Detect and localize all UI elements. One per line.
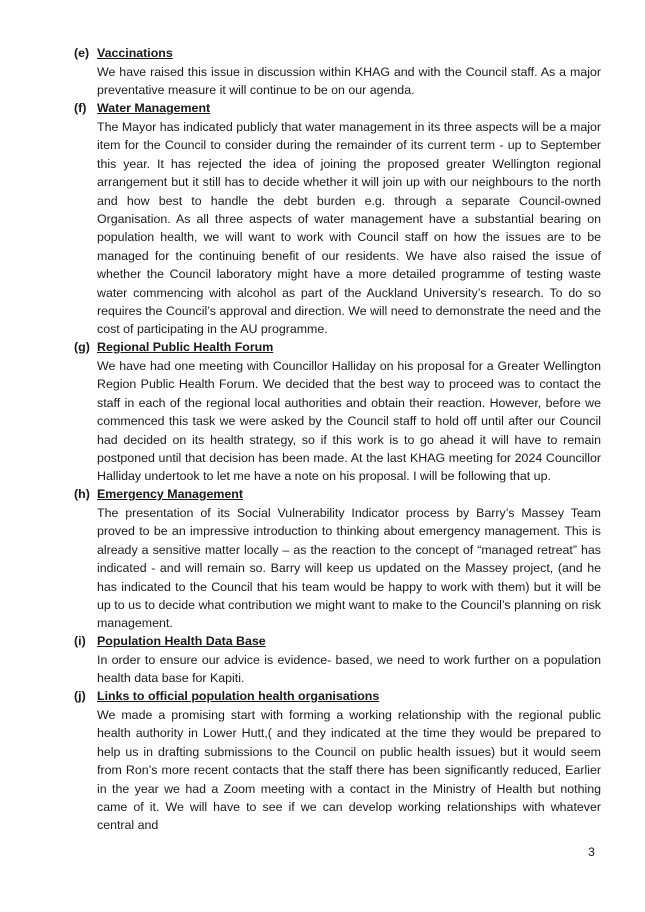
section-body: The Mayor has indicated publicly that water management in its three aspects will be a major item for the Council to consider during the remainder of its current term - up to September this year. It has rejected the idea of joining the proposed greater Wellington regional arrangement but it still has to decide whether it will join up with our neighbours to the north and how best to handle the debt burden e.g. through a separate Council-owned Organisation. As all three aspects of water management have a substantial bearing on population health, we will want to work with Council staff on how the issues are to be managed for the continuing benefit of our residents. We have also raised the issue of whether the Council laboratory might have a more detailed programme of testing waste water commencing with alcohol as part of the Auckland University’s research. To do so requires the Council’s approval and direction. We will need to demonstrate the need and the cost of participating in the AU programme. — [97, 120, 601, 337]
section-title: Regional Public Health Forum — [97, 340, 274, 354]
section-heading — [74, 44, 604, 63]
section-emergency-management — [74, 485, 604, 633]
section-title: Links to official population health organisations — [97, 689, 380, 703]
section-label: (e) — [74, 46, 90, 60]
section-body: We have had one meeting with Councillor Halliday on his proposal for a Greater Wellington Region Public Health Forum. We decided that the best way to proceed was to contact the staff in each of the regional local authorities and obtain their reaction. However, before we commenced this task we were asked by the Council staff to hold off until after our Council had decided on its health strategy, so if this work is to go ahead it will have to remain postponed until that decision has been made. At the last KHAG meeting for 2024 Councillor Halliday undertook to let me have a note on his proposal. I will be following that up. — [97, 359, 601, 484]
section-population-health-data-base — [74, 632, 604, 688]
section-label: (i) — [74, 634, 86, 648]
section-body: We have raised this issue in discussion within KHAG and with the Council staff. As a major preventative measure it will continue to be on our agenda. — [97, 65, 601, 98]
section-heading — [74, 338, 604, 357]
section-label: (j) — [74, 689, 86, 703]
section-body: We made a promising start with forming a working relationship with the regional public health authority in Lower Hutt,( and they indicated at the time they would be prepared to help us in drafting submissions to the Council on public health issues) but it would seem from Ron’s more recent contacts that the staff there has been significantly reduced, Earlier in the year we had a Zoom meeting with a contact in the Ministry of Health but nothing came of it. We will have to see if we can develop working relationships with whatever central and — [97, 708, 601, 833]
section-label: (g) — [74, 340, 90, 354]
section-title: Population Health Data Base — [97, 634, 266, 648]
page-number: 3 — [588, 845, 595, 859]
section-body: In order to ensure our advice is evidence- based, we need to work further on a population health data base for Kapiti. — [97, 653, 601, 686]
section-vaccinations — [74, 44, 604, 100]
section-heading — [74, 687, 604, 706]
section-links-to-official-organisations — [74, 687, 604, 835]
section-title: Emergency Management — [97, 487, 243, 501]
section-heading — [74, 485, 604, 504]
section-heading — [74, 99, 604, 118]
section-heading — [74, 632, 604, 651]
section-label: (h) — [74, 487, 90, 501]
section-water-management — [74, 99, 604, 339]
section-title: Vaccinations — [97, 46, 173, 60]
section-title: Water Management — [97, 101, 211, 115]
section-regional-public-health-forum — [74, 338, 604, 486]
section-body: The presentation of its Social Vulnerability Indicator process by Barry’s Massey Team proved to be an impressive introduction to thinking about emergency management. This is already a sensitive matter locally – as the reaction to the concept of “managed retreat” has indicated - and will remain so. Barry will keep us updated on the Massey project, (and he has indicated to the Council that his team would be happy to work with them) but it will be up to us to decide what contribution we might want to make to the Council’s planning on risk management. — [97, 506, 601, 631]
section-label: (f) — [74, 101, 87, 115]
